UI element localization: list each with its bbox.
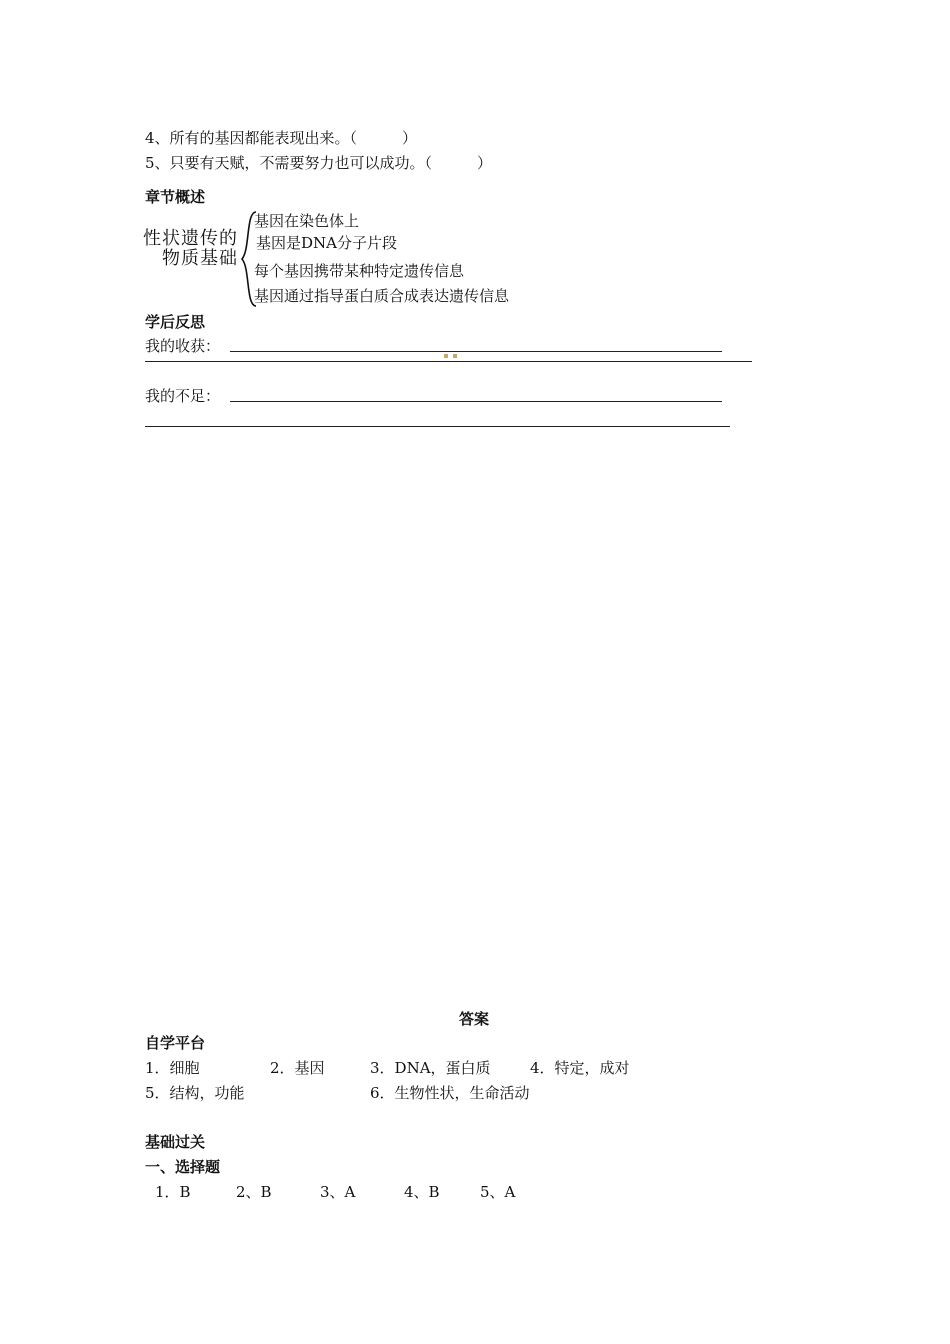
question-4: 4、所有的基因都能表现出来。（ ） (145, 129, 418, 147)
overview-heading: 章节概述 (145, 188, 206, 206)
speck-mark (453, 354, 457, 358)
overview-item-3: 每个基因携带某种特定遗传信息 (254, 262, 465, 280)
gain-label: 我的收获： (145, 337, 221, 355)
gain-underline (230, 351, 722, 352)
answer-3: 3．DNA，蛋白质 (370, 1059, 491, 1077)
answer-5: 5．结构，功能 (145, 1084, 245, 1102)
choice-answer-1: 1．B (155, 1183, 191, 1201)
lack-line-2 (145, 426, 730, 427)
speck-mark (444, 354, 448, 358)
overview-topic-line2: 物质基础 (162, 248, 238, 269)
self-study-heading: 自学平台 (145, 1034, 206, 1052)
answer-6: 6．生物性状，生命活动 (370, 1084, 530, 1102)
overview-item-1: 基因在染色体上 (254, 212, 360, 230)
gain-line-2 (145, 361, 752, 362)
overview-item-4: 基因通过指导蛋白质合成表达遗传信息 (254, 287, 510, 305)
answer-1: 1．细胞 (145, 1059, 200, 1077)
choice-answer-3: 3、A (320, 1183, 356, 1201)
lack-underline (230, 401, 722, 402)
reflection-heading: 学后反思 (145, 313, 206, 331)
question-5: 5、只要有天赋，不需要努力也可以成功。（ ） (145, 154, 493, 172)
choice-section-heading: 一、选择题 (145, 1158, 221, 1176)
lack-label: 我的不足： (145, 387, 221, 405)
answer-2: 2．基因 (270, 1059, 325, 1077)
answers-title: 答案 (459, 1010, 490, 1028)
basics-heading: 基础过关 (145, 1133, 206, 1151)
choice-answer-2: 2、B (236, 1183, 272, 1201)
overview-topic-line1: 性状遗传的 (143, 228, 238, 249)
choice-answer-5: 5、A (480, 1183, 516, 1201)
overview-item-2: 基因是DNA分子片段 (256, 234, 397, 252)
answer-4: 4．特定，成对 (530, 1059, 630, 1077)
choice-answer-4: 4、B (404, 1183, 440, 1201)
